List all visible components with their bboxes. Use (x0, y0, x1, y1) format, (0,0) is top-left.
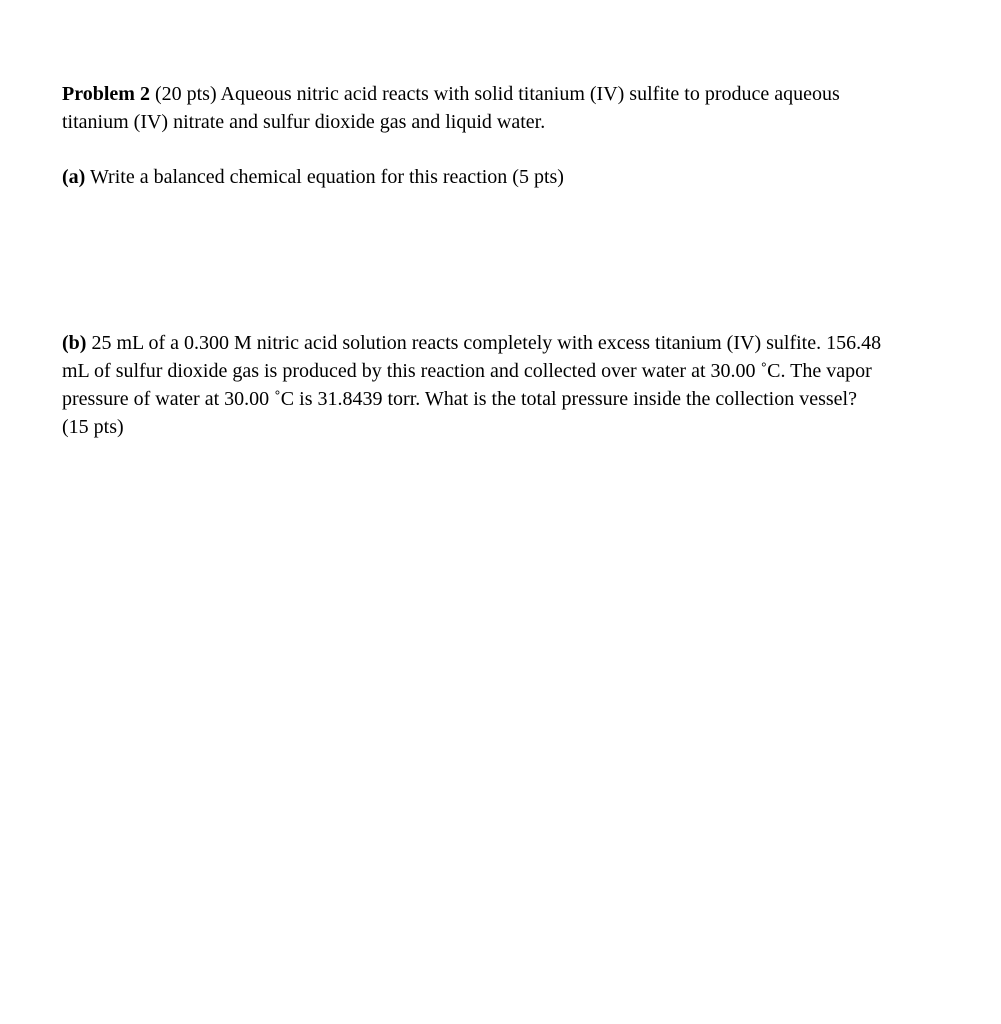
worksheet-page (62, 80, 882, 441)
problem-statement (62, 80, 882, 136)
part-a-label: (a) (62, 166, 86, 188)
part-a-text: Write a balanced chemical equation for this reaction (5 pts) (85, 166, 564, 188)
part-b-question (62, 329, 882, 441)
part-b-label: (b) (62, 332, 87, 354)
part-a-question (62, 163, 882, 191)
problem-text: (20 pts) Aqueous nitric acid reacts with solid titanium (IV) sulfite to produce aqueous titanium (IV) nitrate and sulfur dioxide gas and liquid water. (62, 83, 840, 133)
problem-label: Problem 2 (62, 83, 150, 105)
part-b-text: 25 mL of a 0.300 M nitric acid solution reacts completely with excess titanium (IV) sulfite. 156.48 mL of sulfur dioxide gas is produced by this reaction and collected over water at 30.00 ˚C. The vapor pressure of water at 30.00 ˚C is 31.8439 torr. What is the total pressure inside the collection vessel? (15 pts) (62, 332, 882, 438)
